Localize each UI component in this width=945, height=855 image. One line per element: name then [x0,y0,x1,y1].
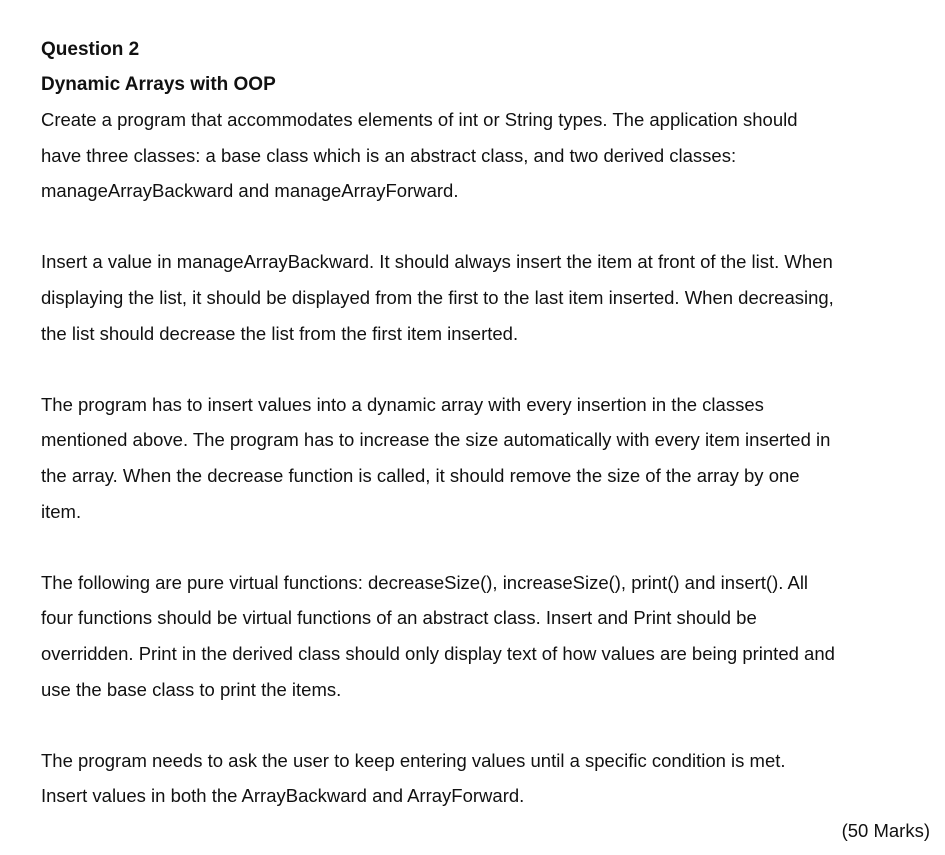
paragraph-line: the list should decrease the list from the first item inserted. [41,322,519,344]
paragraph-line: The program needs to ask the user to keep entering values until a specific condition is met. [41,749,786,771]
paragraph-line: Create a program that accommodates elements of int or String types. The application should [41,109,798,130]
paragraph-dynamic-array [41,387,931,529]
question-title: Dynamic Arrays with OOP [41,74,276,95]
paragraph-line: overridden. Print in the derived class should only display text of how values are being printed and [41,642,835,664]
paragraph-line: four functions should be virtual functions of an abstract class. Insert and Print should be [41,607,757,629]
paragraph-line: have three classes: a base class which is an abstract class, and two derived classes: [41,144,737,166]
paragraph-line: The following are pure virtual functions: decreaseSize(), increaseSize(), print() and insert(). All [41,571,809,593]
paragraph-user-input [41,743,931,814]
paragraph-gap [41,529,931,565]
question-number: Question 2 [41,39,140,60]
paragraph-line: the array. When the decrease function is called, it should remove the size of the array by one [41,464,800,486]
paragraph-backward [41,244,931,351]
paragraph-line: manageArrayBackward and manageArrayForward. [41,180,459,202]
paragraph-line: item. [41,500,82,522]
paragraph-intro [41,102,931,209]
paragraph-virtual-functions [41,565,931,707]
paragraph-line: The program has to insert values into a dynamic array with every insertion in the classes [41,393,764,415]
paragraph-line: mentioned above. The program has to increase the size automatically with every item inserted in [41,429,831,451]
paragraph-gap [41,209,931,245]
question-document [41,32,931,814]
paragraph-line: Insert values in both the ArrayBackward and ArrayForward. [41,785,525,807]
paragraph-line: use the base class to print the items. [41,678,342,700]
paragraph-gap [41,351,931,387]
paragraph-line: Insert a value in manageArrayBackward. It should always insert the item at front of the list. When [41,251,833,273]
marks-label: (50 Marks) [841,820,930,841]
paragraph-line: displaying the list, it should be displayed from the first to the last item inserted. When decreasing, [41,286,834,308]
paragraph-gap [41,707,931,743]
